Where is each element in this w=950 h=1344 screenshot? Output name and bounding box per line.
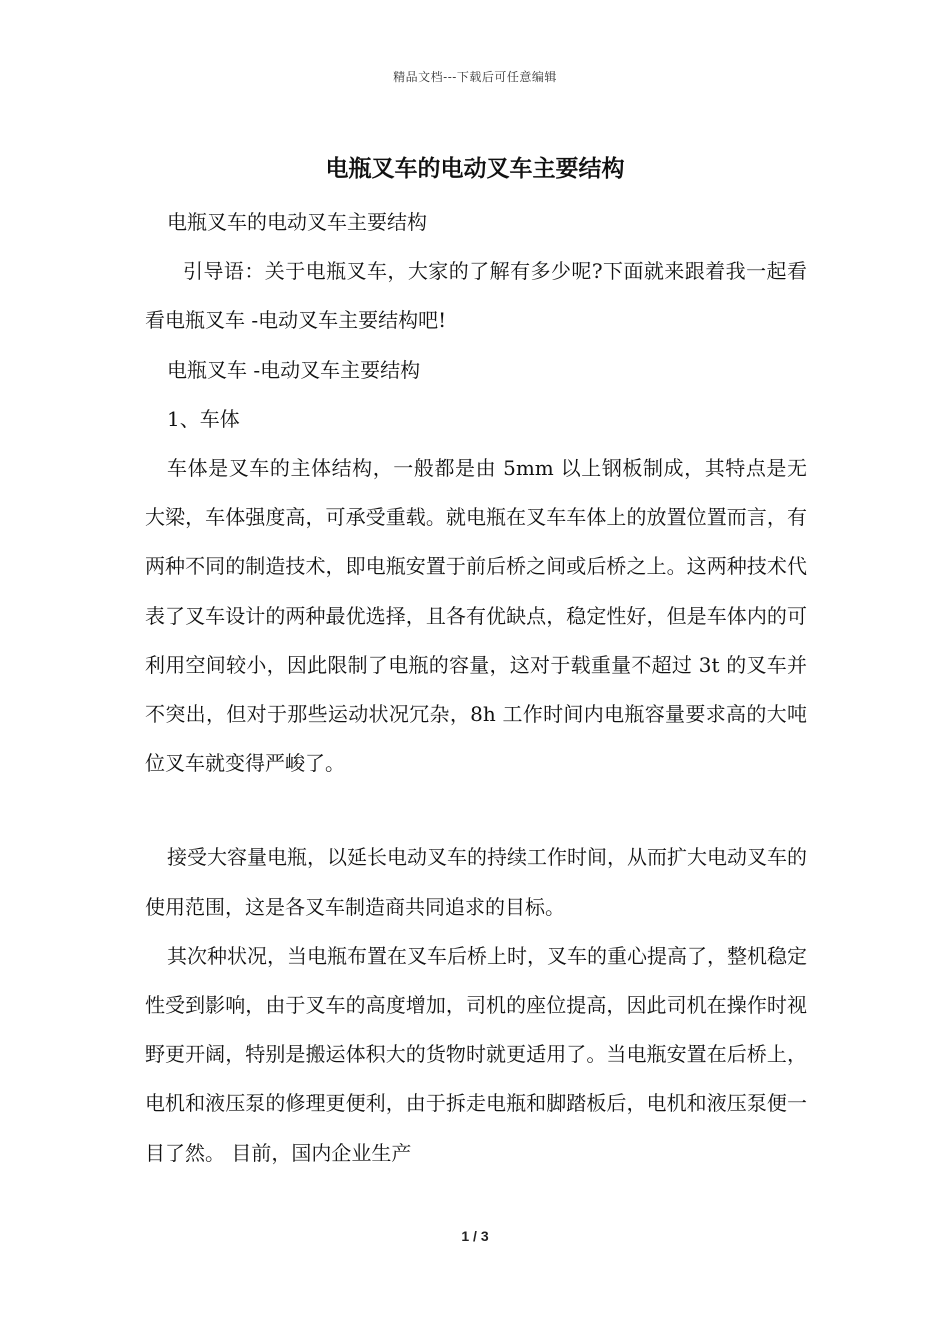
subsection-heading: 1、车体 <box>167 406 240 431</box>
subtitle-paragraph: 电瓶叉车的电动叉车主要结构 <box>167 210 427 234</box>
body-paragraph: 其次种状况，当电瓶布置在叉车后桥上时，叉车的重心提高了，整机稳定性受到影响，由于叉车的高度增加，司机的座位提高，因此司机在操作时视野更开阔，特别是搬运体积大的货物时就更适用了。当电瓶安置在后桥上，电机和液压泵的修理更便利，由于拆走电瓶和脚踏板后，电机和液压泵便一目了然。 目前，国内企业生产 <box>145 943 807 1165</box>
paragraph-gap <box>145 788 807 833</box>
section-heading: 电瓶叉车 -电动叉车主要结构 <box>167 357 421 382</box>
page-number: 1 / 3 <box>461 1228 489 1244</box>
header-note: 精品文档---下载后可任意编辑 <box>393 70 557 84</box>
body-paragraph: 车体是叉车的主体结构，一般都是由 5mm 以上钢板制成，其特点是无大梁，车体强度高，可承受重载。就电瓶在叉车车体上的放置位置而言，有两种不同的制造技术，即电瓶安置于前后桥之间或后桥之上。这两种技术代表了叉车设计的两种最优选择，且各有优缺点，稳定性好，但是车体内的可利用空间较小，因此限制了电瓶的容量，这对于载重量不超过 3t 的叉车并不突出，但对于那些运动状况冗杂，8h 工作时间内电瓶容量要求高的大吨位叉车就变得严峻了。 <box>145 456 807 776</box>
body-paragraph: 接受大容量电瓶，以延长电动叉车的持续工作时间，从而扩大电动叉车的使用范围，这是各叉车制造商共同追求的目标。 <box>145 845 807 919</box>
intro-paragraph: 引导语：关于电瓶叉车，大家的了解有多少呢?下面就来跟着我一起看看电瓶叉车 -电动叉车主要结构吧! <box>145 259 807 333</box>
document-title: 电瓶叉车的电动叉车主要结构 <box>325 155 625 182</box>
document-body <box>145 198 807 1178</box>
